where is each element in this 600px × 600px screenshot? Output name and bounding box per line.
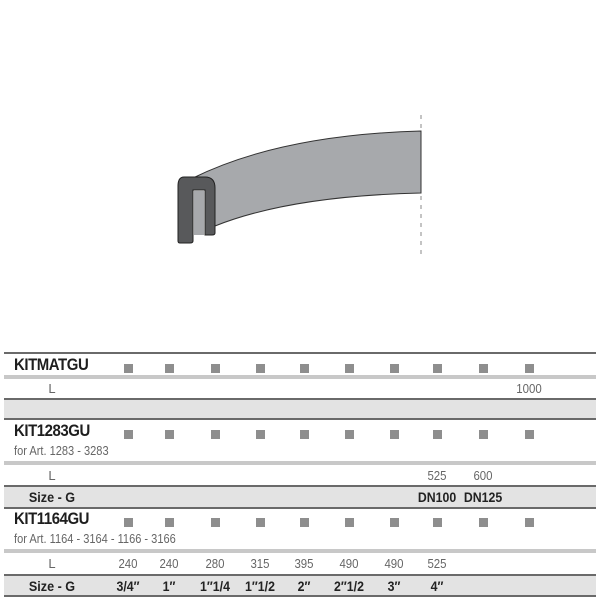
length-label: L xyxy=(48,381,56,396)
availability-marker xyxy=(300,430,309,439)
size-value: DN125 xyxy=(463,489,503,505)
row-separator-bar xyxy=(4,461,596,465)
availability-marker xyxy=(124,518,133,527)
availability-marker xyxy=(124,430,133,439)
curved-band xyxy=(193,131,421,226)
availability-marker xyxy=(300,364,309,373)
length-value: 240 xyxy=(159,556,179,571)
size-value: 2″1/2 xyxy=(334,578,364,594)
length-value: 525 xyxy=(427,556,447,571)
length-value: 280 xyxy=(205,556,225,571)
length-value: 600 xyxy=(473,468,493,483)
availability-marker xyxy=(433,364,442,373)
row-separator-bar xyxy=(4,375,596,379)
size-value: 3/4″ xyxy=(116,578,140,594)
size-value: 3″ xyxy=(387,578,401,594)
availability-marker xyxy=(525,518,534,527)
length-value: 490 xyxy=(339,556,359,571)
availability-marker xyxy=(345,518,354,527)
availability-marker xyxy=(433,430,442,439)
availability-marker xyxy=(256,364,265,373)
row-divider xyxy=(4,352,596,354)
spacer-band xyxy=(4,400,596,418)
availability-marker xyxy=(256,430,265,439)
availability-marker xyxy=(433,518,442,527)
availability-marker xyxy=(300,518,309,527)
row-divider xyxy=(4,507,596,509)
availability-marker xyxy=(479,364,488,373)
size-value: DN100 xyxy=(417,489,457,505)
availability-marker xyxy=(211,364,220,373)
length-label: L xyxy=(48,468,56,483)
size-value: 1″1/4 xyxy=(200,578,230,594)
availability-marker xyxy=(525,364,534,373)
row-separator-bar xyxy=(4,549,596,553)
availability-marker xyxy=(479,430,488,439)
availability-marker xyxy=(479,518,488,527)
availability-marker xyxy=(211,518,220,527)
length-value: 240 xyxy=(118,556,138,571)
product-code: KIT1283GU xyxy=(14,421,90,440)
length-value: 1000 xyxy=(516,381,542,396)
length-value: 525 xyxy=(427,468,447,483)
row-divider xyxy=(4,595,596,597)
product-code: KITMATGU xyxy=(14,355,89,374)
size-value: 1″ xyxy=(162,578,176,594)
size-label: Size - G xyxy=(28,489,76,505)
length-value: 395 xyxy=(294,556,314,571)
length-value: 490 xyxy=(384,556,404,571)
size-value: 2″ xyxy=(297,578,311,594)
profile-slot xyxy=(194,191,204,235)
availability-marker xyxy=(211,430,220,439)
length-label: L xyxy=(48,556,56,571)
availability-marker xyxy=(345,364,354,373)
availability-marker xyxy=(165,518,174,527)
size-value: 1″1/2 xyxy=(245,578,275,594)
product-code: KIT1164GU xyxy=(14,509,90,528)
row-divider xyxy=(4,418,596,420)
availability-marker xyxy=(525,430,534,439)
compatible-articles: for Art. 1164 - 3164 - 1166 - 3166 xyxy=(14,531,176,546)
availability-marker xyxy=(165,430,174,439)
availability-marker xyxy=(390,430,399,439)
size-band xyxy=(4,487,596,507)
availability-marker xyxy=(345,430,354,439)
compatible-articles: for Art. 1283 - 3283 xyxy=(14,443,109,458)
availability-marker xyxy=(390,364,399,373)
availability-marker xyxy=(165,364,174,373)
availability-marker xyxy=(124,364,133,373)
size-value: 4″ xyxy=(430,578,444,594)
availability-marker xyxy=(256,518,265,527)
size-label: Size - G xyxy=(28,578,76,594)
length-value: 315 xyxy=(250,556,270,571)
availability-marker xyxy=(390,518,399,527)
